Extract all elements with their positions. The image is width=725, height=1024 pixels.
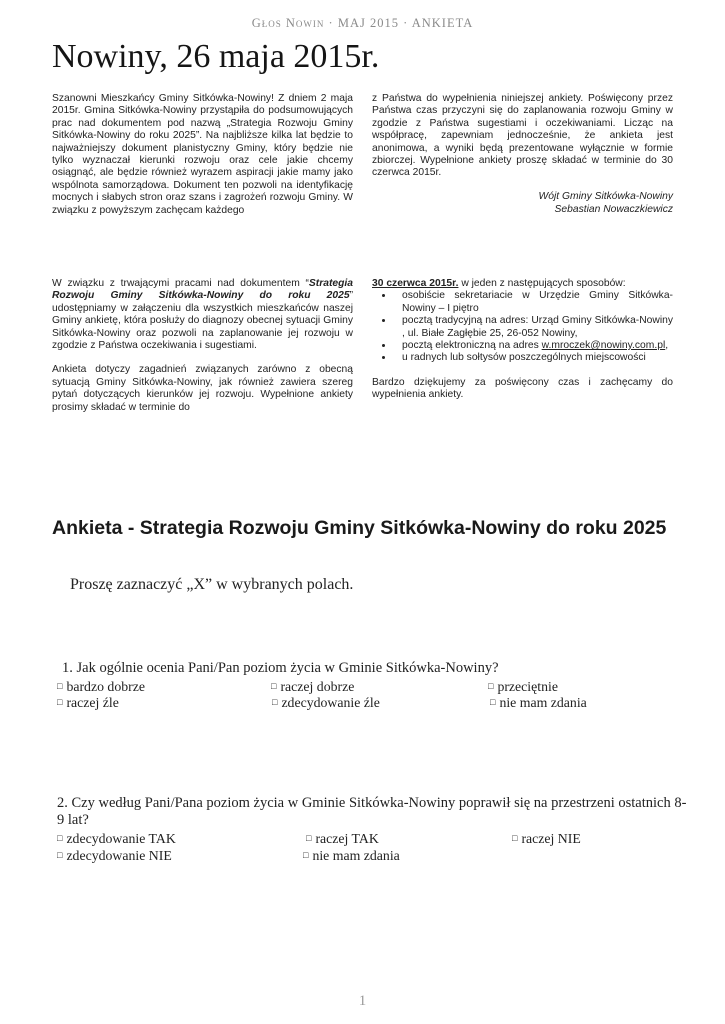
checkbox[interactable]: □ <box>306 833 312 843</box>
q2-option-2[interactable] <box>306 831 379 847</box>
intro-left-text: Szanowni Mieszkańcy Gminy Sitkówka-Nowiny! Z dniem 2 maja 2015r. Gmina Sitkówka-Nowiny przystąpiła do podsumowujących prac nad dokumentem pod nazwą „Strategia Rozwoju Gminy Sitkówka-Nowiny do roku 2025”. Na najbliższe kilka lat będzie to najważniejszy dokument planistyczny Gminy, który będzie nie tylko wyznaczał kierunki rozwoju oraz cele jakie chcemy osiągnąć, ale będzie również wyrazem aspiracji jakie mamy jako wspólnota samorządowa. Dokument ten pozwoli na identyfikację mocnych i słabych stron oraz szans i zagrożeń rozwoju Gminy. W związku z powyższym zachęcam każdego <box>52 93 353 216</box>
survey-title: Ankieta - Strategia Rozwoju Gminy Sitkówka-Nowiny do roku 2025 <box>52 517 667 539</box>
checkbox[interactable]: □ <box>57 833 63 843</box>
survey-instruction: Proszę zaznaczyć „X” w wybranych polach. <box>70 576 354 593</box>
strategy-document-name: Strategia Rozwoju Gminy Sitkówka-Nowiny do roku 2025 <box>52 278 353 302</box>
q2-option-5[interactable] <box>303 848 400 864</box>
q1-option-3[interactable] <box>488 679 558 695</box>
info-p1-after: ” udostępniamy w załączeniu dla wszystkich mieszkańców naszej Gminy ankietę, która posłuży do diagnozy obecnej sytuacji Gminy Sitkówka-Nowiny oraz pozwoli na zaplanowanie jej rozwoju w zgodzie z Państwa oczekiwania i sugestiami. <box>52 290 353 352</box>
info-paragraph-1 <box>52 278 353 352</box>
section-label: ANKIETA <box>411 16 474 30</box>
signature-block <box>372 190 673 216</box>
list-item <box>394 340 673 352</box>
email-suffix: , <box>665 340 669 352</box>
checkbox[interactable]: □ <box>272 697 278 707</box>
option-label: przeciętnie <box>497 679 558 694</box>
option-label: bardzo dobrze <box>66 679 145 694</box>
checkbox[interactable]: □ <box>57 850 63 860</box>
option-label: zdecydowanie NIE <box>66 848 172 863</box>
option-label: nie mam zdania <box>499 695 587 710</box>
checkbox[interactable]: □ <box>57 681 63 691</box>
checkbox[interactable]: □ <box>303 850 309 860</box>
issue-label: MAJ 2015 <box>337 16 399 30</box>
signature-name: Sebastian Nowaczkiewicz <box>554 203 673 215</box>
list-item: • osobiście sekretariacie w Urzędzie Gminy Sitkówka-Nowiny – I piętro <box>394 290 673 315</box>
list-item: • pocztą tradycyjną na adres: Urząd Gminy Sitkówka-Nowiny , ul. Białe Zagłębie 25, 26-052 Nowiny, <box>394 315 673 340</box>
page-number: 1 <box>358 993 367 1009</box>
publication-name: Głos Nowin <box>251 16 325 30</box>
q2-option-4[interactable] <box>57 848 172 864</box>
info-paragraph-2: Ankieta dotyczy zagadnień związanych zarówno z obecną sytuacją Gminy Sitkówka-Nowiny, jak również zawiera szereg pytań dotyczących kierunków jej rozwoju. Wypełnione ankiety prosimy składać w terminie do <box>52 364 353 413</box>
option-label: raczej dobrze <box>280 679 355 694</box>
header-separator: · <box>403 16 409 30</box>
intro-right-text: z Państwa do wypełnienia niniejszej ankiety. Poświęcony przez Państwa czas przyczyni się do zaplanowania rozwoju Gminy w zgodzie z Państwa sugestiami i oczekiwaniami. Licząc na współpracę, zapewniam jednocześnie, że ankieta jest anonimowa, a wyniki będą prezentowane wyłącznie w formie zbiorczej. Wypełnione ankiety proszę składać w terminie do 30 czerwca 2015r. <box>372 93 673 179</box>
deadline-after: w jeden z następujących sposobów: <box>458 278 626 289</box>
info-p1-before: W związku z trwającymi pracami nad dokumentem “ <box>52 278 309 289</box>
option-label: raczej TAK <box>315 831 379 846</box>
q1-option-6[interactable] <box>490 695 587 711</box>
q1-option-2[interactable] <box>271 679 354 695</box>
question-1-text: 1. Jak ogólnie ocenia Pani/Pan poziom życia w Gminie Sitkówka-Nowiny? <box>62 660 499 676</box>
email-link[interactable]: w.mroczek@nowiny.com.pl <box>541 340 666 352</box>
list-item: • u radnych lub sołtysów poszczególnych miejscowości <box>394 352 673 364</box>
option-label: zdecydowanie źle <box>281 695 380 710</box>
q2-option-1[interactable] <box>57 831 176 847</box>
signature-title: Wójt Gminy Sitkówka-Nowiny <box>538 190 673 202</box>
option-label: nie mam zdania <box>312 848 400 863</box>
deadline-date: 30 czerwca 2015r. <box>372 278 459 289</box>
checkbox[interactable]: □ <box>512 833 518 843</box>
intro-right-column <box>372 93 673 216</box>
checkbox[interactable]: □ <box>488 681 494 691</box>
info-left-column <box>52 278 353 414</box>
thanks-text: Bardzo dziękujemy za poświęcony czas i zachęcamy do wypełnienia ankiety. <box>372 376 673 401</box>
option-label: raczej źle <box>66 695 119 710</box>
page-title: Nowiny, 26 maja 2015r. <box>52 38 380 75</box>
option-label: raczej NIE <box>521 831 581 846</box>
q2-option-3[interactable] <box>512 831 581 847</box>
deadline-line <box>372 278 673 290</box>
option-label: zdecydowanie TAK <box>66 831 176 846</box>
q1-option-1[interactable] <box>57 679 145 695</box>
email-prefix: pocztą elektroniczną na adres <box>402 340 542 352</box>
running-header <box>0 16 725 31</box>
checkbox[interactable]: □ <box>490 697 496 707</box>
header-separator: · <box>328 16 334 30</box>
checkbox[interactable]: □ <box>271 681 277 691</box>
info-right-column <box>372 278 673 402</box>
intro-left-column <box>52 93 353 217</box>
checkbox[interactable]: □ <box>57 697 63 707</box>
q1-option-4[interactable] <box>57 695 119 711</box>
q1-option-5[interactable] <box>272 695 380 711</box>
question-2-text: 2. Czy według Pani/Pana poziom życia w Gminie Sitkówka-Nowiny poprawił się na przestrzeni ostatnich 8-9 lat? <box>57 795 687 828</box>
submission-methods-list <box>372 290 673 364</box>
